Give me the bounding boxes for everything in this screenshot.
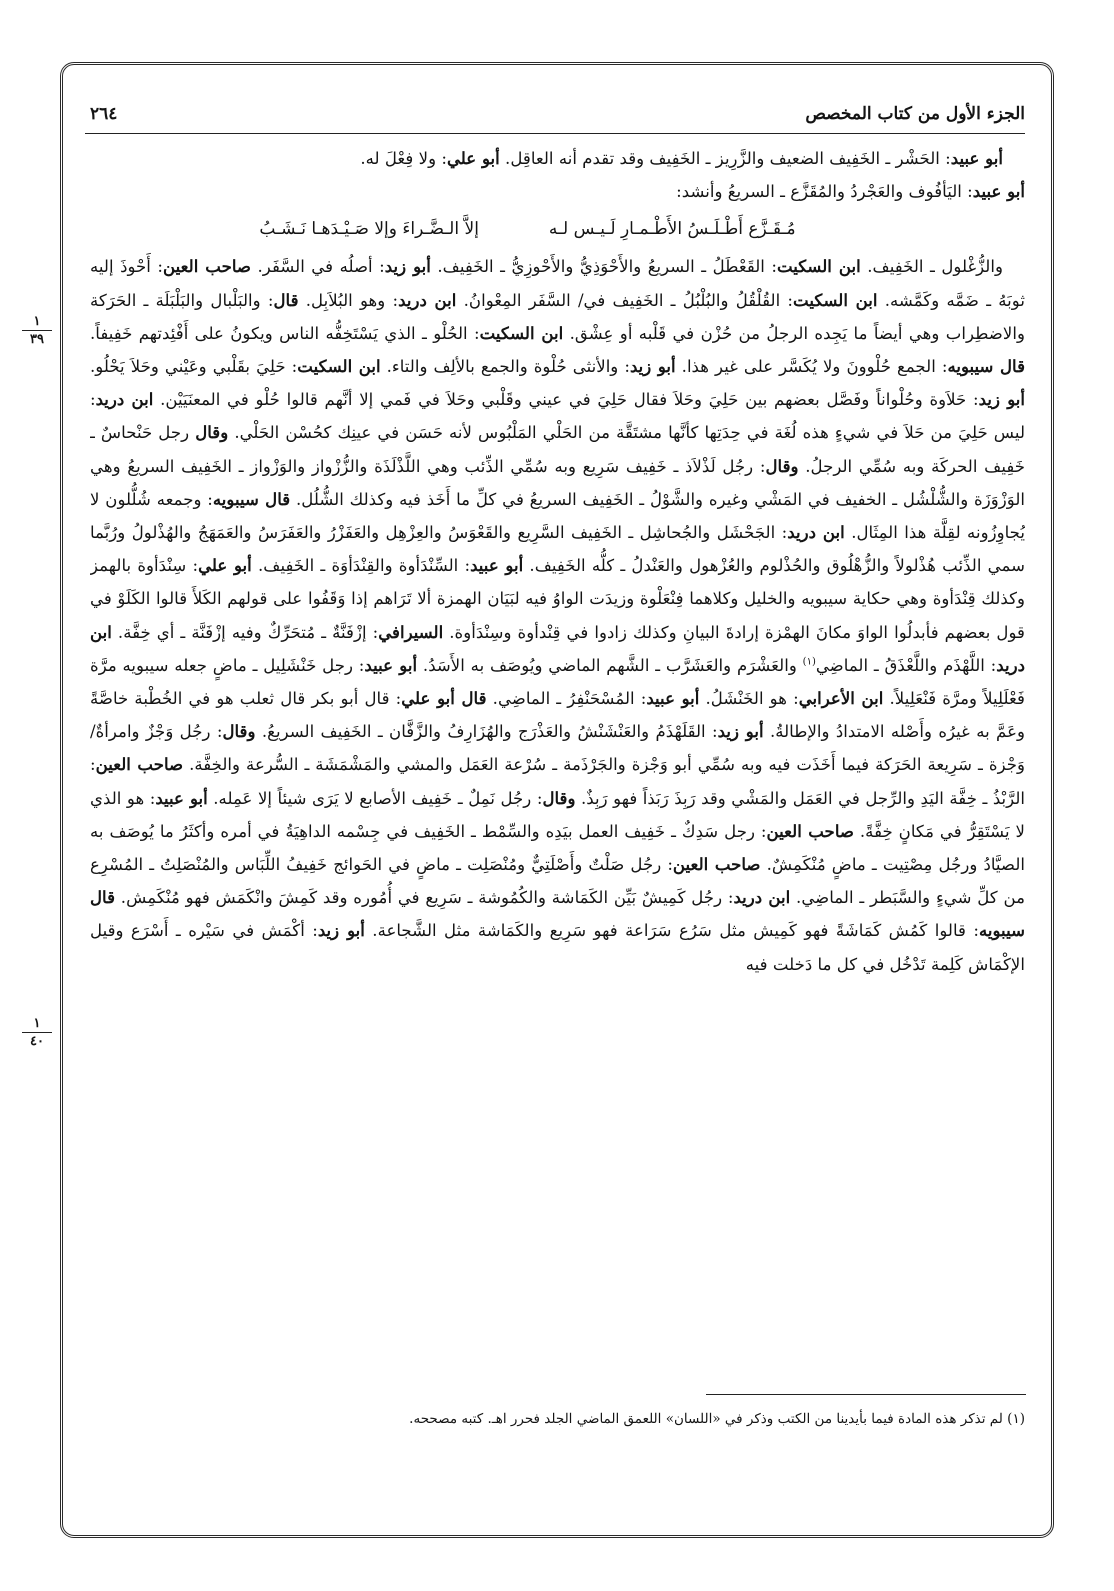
speaker-label: وقال [195, 422, 229, 443]
text-run: : ليس حَلِيَ من حَلاَ في شيءٍ هذه لُغَة في حِدَتِها كأنَّها مشتَقَّة من الحَلْي المَلْبُوس لأنه حَسَن في عينِك كحُسْن الحَلْي. [90, 390, 1025, 443]
speaker-label: أبو زيد [978, 389, 1025, 410]
speaker-label: صاحب العين [163, 256, 252, 277]
speaker-label: أبو عبيد [470, 555, 524, 576]
speaker-label: ابن السكيت [776, 256, 861, 277]
footnote-divider [706, 1394, 1026, 1395]
speaker-label: صاحب العين [672, 854, 761, 875]
text-run: : والأنثى حُلْوة والجمع بالألِف والتاء. [380, 357, 630, 377]
text-run: رجل حَنْحاسٌ ـ خَفِيف الحركَة وبه سُمِّي الرجلُ. [90, 423, 1025, 476]
text-run: : السِّنْدَأوة والقِنْدَأوَة ـ الخَفِيف. [251, 556, 471, 576]
speaker-label: وقال [542, 787, 576, 808]
speaker-label: ابن السكيت [297, 356, 381, 377]
text-run: : المُسْحَنْفِرُ ـ الماضِي. [486, 689, 647, 709]
text-run: : هو الذي لا يَسْتَقِرُّ في مَكانٍ خِفَّةً. [90, 788, 1025, 841]
speaker-label: أبو زيد [629, 356, 676, 377]
text-run: : وهو البُلاَبِل. [298, 290, 399, 310]
text-run: : رجُل وَجْزٌ وامرأةٌ/ وَجْزة ـ سَرِيعة الحَرَكة فيما أَخَذَت فيه وبه سُمِّي أبو وَجْزة والجَرْذَمة ـ سُرْعة العَمَل والمشي والمَشْمَشَة ـ السُّرعة والخِفَّة. [90, 722, 1025, 775]
text-run: والزُّغْلول ـ الخَفِيف. [860, 257, 1003, 277]
text-run: : الحَشْر ـ الخَفِيف الضعيف والزَّرِيز ـ الخَفِيف وقد تقدم أنه العاقِل. [499, 149, 951, 168]
speaker-label: أبو زيد [317, 920, 365, 941]
main-text [90, 142, 1025, 1352]
text-run: : أَحْوذَ إليه ثوبَهُ ـ ضَمَّه وكَمَّشه. [90, 257, 1025, 310]
book-title: الجزء الأول من كتاب المخصص [805, 104, 1025, 124]
paragraph [90, 250, 1025, 980]
page-number: ٢٦٤ [90, 104, 118, 124]
text-run: : الرَّبْذُ ـ خِفَّة اليَدِ والرِّجل في العَمَل والمَشْي وقد رَبِذَ رَبَذاً فهو رَبِذٌ. [90, 755, 1025, 808]
text-run: : القُلْقُلُ والبُلْبُلُ ـ الخَفِيف في/ السَّفَر المِعْوانُ. [456, 290, 794, 310]
speaker-label: صاحب العين [766, 820, 854, 841]
speaker-label: قال أبو علي [401, 688, 487, 709]
text-run: : إزْفَنَّةٌ ـ مُتحَرِّكٌ وفيه إزْفَنَّة ـ أي خِفَّة. [111, 622, 379, 642]
text-run: : الحُلْو ـ الذي يَسْتَخِفُّه الناس ويكونُ على أَفْئِدتهم خَفِيفاً. [90, 323, 480, 343]
text-run: : الجمع حُلْوونَ ولا يُكَسَّر على غير هذا. [675, 357, 948, 377]
text-run: : حَلِيَ بقَلْبي وعَيْني وحَلاَ يَحْلُو. [90, 357, 298, 377]
header-divider [85, 133, 1025, 134]
speaker-label: قال سيبويه [212, 488, 291, 509]
speaker-label: ابن دريد [733, 887, 791, 908]
speaker-label: ابن دريد [90, 621, 1025, 675]
text-run: : رجُل نَمِلٌ ـ خَفِيف الأصابع لا يَرَى شيئاً إلا عَمِله. [207, 788, 543, 808]
paragraph [90, 175, 1025, 208]
poem-verse [90, 208, 965, 250]
speaker-label: صاحب العين [95, 754, 184, 775]
speaker-label: قال [273, 289, 299, 310]
text-run: : أصلُه في السَّفَر. [251, 257, 385, 277]
text-run: : الجَحْشَل والجُحاشِل ـ الخَفِيف السَّرِيع والقَعْوَسُ والعِزْهِل والعَفَزْرُ والعَفَرَسُ والعَمَهَجُ والهُذْلولُ ورُبَّما سمي الذِّئب هُذْلولاً والزُّهْلُوق والحُذْلوم والعُزْهول والعَنْدلُ ـ كلُّه الخَفِيف. [90, 523, 1025, 576]
running-header [90, 98, 1025, 130]
verse-hemistich: مُـقَـزَّع أَطْـلَـسُ الأَطْـمـارِ لَـيـس لـه [548, 219, 796, 240]
speaker-label: أبو عبيد [950, 148, 1003, 168]
speaker-label: أبو عبيد [646, 688, 700, 709]
text-run: : اليَأفُوف والعَجْردُ والمُقَزَّع ـ السريعُ وأنشد: [676, 182, 973, 202]
text-run: : والبَلْبال والبَلْبَلَة ـ الحَرَكة والاضطِراب وهي أيضاً ما يَجِده الرجلُ من حُزْن في قَلْبه أو عِشْق. [90, 290, 1025, 343]
text-run: : رجل سَدِكٌ ـ خَفِيف العمل بيَدِه والسِّمْط ـ الخَفِيف في جِسْمه الداهِيَةُ في أمره وأكثَرُ ما يُوصَف به الصيَّادُ ورجُل مِصْتِيت ـ ماضٍ مُنْكَمِشٌ. [90, 821, 1025, 875]
speaker-label: أبو زيد [717, 721, 764, 742]
speaker-label: وقال [765, 455, 799, 476]
text-run: : القَلَهْذَمُ والعَنْشَنْشُ والعَذْرَج والهُزَارِفُ والزَّفَّان ـ الخَفِيف السريعُ. [255, 722, 718, 742]
speaker-label: ابن دريد [95, 389, 154, 410]
speaker-label: أبو عبيد [972, 181, 1025, 202]
footnote: (١) لم تذكر هذه المادة فيما بأيدينا من الكتب وذكر في «اللسان» اللعمق الماضي الجلد فحرر اهـ. كتبه مصححه. [409, 1411, 1025, 1427]
footnote-marker: (١) [802, 656, 816, 668]
speaker-label: أبو عبيد [155, 787, 208, 808]
margin-folio-mark: ١ ٤٠ [22, 1016, 52, 1049]
speaker-label: قال سيبويه [90, 887, 1025, 941]
speaker-label: السيرافي [378, 621, 444, 642]
text-run: : قال أبو بكر قال ثعلب هو في الخُطْبة خاصَّةً وعَمَّ به غيرُه وأَصْله الامتدادُ والإطالةُ. [90, 689, 1025, 742]
speaker-label: وقال [222, 721, 256, 742]
paragraph [90, 142, 1025, 175]
text-run: : رجُل لَذْلاَذ ـ خَفِيف سَرِيع وبه سُمِّي الذِّئب وهي اللَّذْلَذَة والزُّزْواز والوَزْواز ـ الخَفِيف السريعُ وهي الوَزْوَزَة والشُّلْشُل ـ الخفيف في المَشْي وغيره والشَّوْلُ ـ الخَفِيف السريعُ في كلِّ ما أَخَذ فيه وكذلك الشُّلُل. [90, 456, 1025, 509]
text-run: : رجُل كَمِيشٌ بَيِّن الكَمَاشة والكُمُوشة ـ سَرِيع في أُمُوره وقد كَمِشَ وانْكَمَش فهو مُنْكَمِش. [115, 888, 734, 908]
text-run: : القَعْطَلُ ـ السريعُ والأَحْوَذِيُّ والأَحْوزِيُّ ـ الخَفِيف. [430, 257, 777, 277]
text-run: : قالوا كَمُش كَمَاشَةً فهو كَمِيش مثل سَرُع سَرَاعة فهو سَرِيع والكَمَاشة مثل الشَّجاعة. [364, 921, 979, 941]
verse-hemistich: إلاَّ الـضَّـراءَ وإلا صَـيْـدَهـا نَـشَـبُ [259, 219, 479, 240]
text-run: : حَلاَوة وحُلْواناً وفَصَّل بعضهم بين حَلِيَ وحَلاَ فقال حَلِيَ في عيني وقَلْبي وحَلاَ في فَمي إلا أنَّهم قالوا حُلْو في المعنَيَيْن. [153, 390, 979, 410]
text-run: : وجمعه شُلُّلون لا يُجاوِزُونه لقِلَّة هذا المِثَال. [90, 489, 1025, 543]
text-run: : ولا فِعْلَ له. [360, 149, 447, 168]
speaker-label: قال سيبويه [947, 356, 1025, 377]
speaker-label: ابن السكيت [793, 289, 878, 310]
text-run: : هو الخَنْشَلُ. [699, 689, 799, 709]
speaker-label: أبو علي [198, 555, 252, 576]
text-run: : سِنْدَأوة بالهمز وكذلك قِنْدَأوة وهي حكاية سيبويه والخليل وكلاهما فِنْعَلْوة وزيدَت الواوُ فيه لبَيَان الهمزة ألا تَرَاهم إذا وَقَفُوا على قولهم الكَلأَ قالوا الكَلَوْ في قول بعضهم فأبدلُوا الواوَ مكانَ الهمْزة إرادةَ البيانِ وكذلك زادوا في قِنْدأوة وسِنْدَأوة. [90, 556, 1025, 642]
speaker-label: أبو زيد [384, 256, 431, 277]
speaker-label: ابن السكيت [479, 322, 564, 343]
text-run: : رجُل صَلْتٌ وأَصْلَتِيٌّ ومُنْصَلِت ـ ماضٍ في الحَوائج خَفِيفُ اللِّبَاس والمُنْصَلِتُ ـ المُسْرِع من كلِّ شيءٍ والسَّبَطر ـ الماضِي. [90, 855, 1025, 908]
text-run: والعَشْرَم والعَشَرَّب ـ الشَّهم الماضي ويُوصَف به الأَسَدُ. [417, 655, 803, 675]
speaker-label: أبو علي [446, 148, 500, 168]
speaker-label: أبو عبيد [364, 654, 418, 675]
speaker-label: ابن الأعرابي [798, 688, 884, 709]
speaker-label: ابن دريد [398, 289, 457, 310]
text-run: : أكْمَش في سَيْره ـ أَسْرَع وقيل الإكْمَاش كَلِمة تَدْخُل في كل ما دَخلت فيه [90, 921, 1025, 974]
speaker-label: ابن دريد [787, 522, 845, 543]
text-run: : رجل خَنْشَلِيل ـ ماضٍ جعله سيبويه مرَّة فَعْلَلِيلاً ومرَّة فَنْعَلِيلاً. [90, 655, 1025, 709]
text-run: : اللَّهْذَم واللَّعْذَقُ ـ الماضِي [815, 655, 997, 675]
margin-folio-mark: ١ ٣٩ [22, 314, 52, 347]
